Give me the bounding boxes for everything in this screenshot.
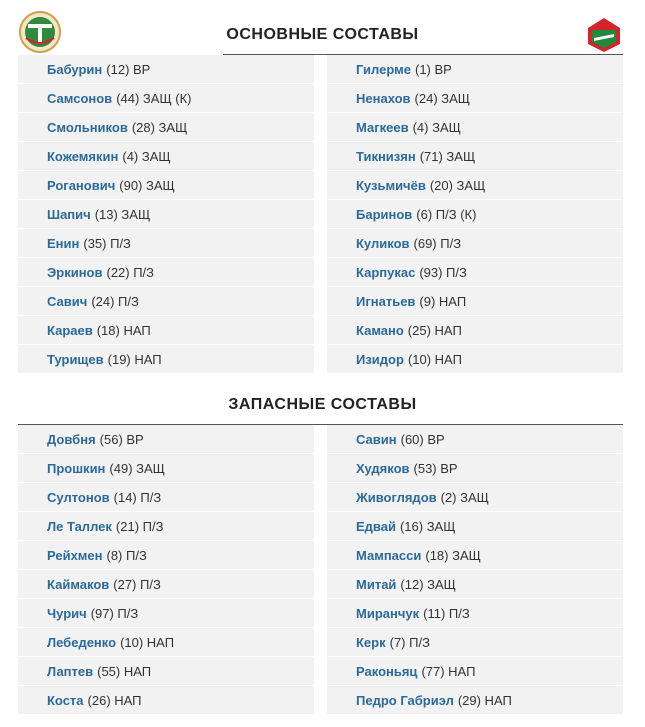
player-number-position: (16) ЗАЩ — [399, 518, 456, 534]
player-name-link[interactable]: Керк — [356, 634, 386, 650]
player-number-position: (1) ВР — [414, 61, 452, 77]
player-number-position: (44) ЗАЩ (К) — [116, 90, 192, 106]
player-row — [18, 200, 314, 229]
player-name-link[interactable]: Кожемякин — [47, 148, 119, 164]
player-name-link[interactable]: Магкеев — [356, 119, 409, 135]
player-row — [327, 483, 623, 512]
away-starting-list — [327, 55, 623, 374]
lokomotiv-logo-icon — [586, 16, 622, 54]
player-row — [327, 345, 623, 374]
player-row — [18, 345, 314, 374]
player-number-position: (24) ЗАЩ — [414, 90, 470, 106]
player-row — [327, 287, 623, 316]
player-row — [18, 483, 314, 512]
player-name-link[interactable]: Карпукас — [356, 264, 416, 280]
player-number-position: (7) П/З — [389, 634, 430, 650]
player-name-link[interactable]: Эркинов — [47, 264, 103, 280]
player-number-position: (2) ЗАЩ — [440, 489, 489, 505]
player-name-link[interactable]: Рейхмен — [47, 547, 103, 563]
player-name-link[interactable]: Баринов — [356, 206, 413, 222]
player-row — [18, 686, 314, 715]
player-number-position: (12) ЗАЩ — [400, 576, 456, 592]
player-name-link[interactable]: Педро Габриэл — [356, 692, 454, 708]
player-row — [327, 171, 623, 200]
home-starting-list — [18, 55, 314, 374]
away-substitutes-list — [327, 425, 623, 715]
player-number-position: (56) ВР — [99, 431, 144, 447]
player-row — [18, 570, 314, 599]
player-number-position: (27) П/З — [113, 576, 161, 592]
player-name-link[interactable]: Роганович — [47, 177, 116, 193]
player-number-position: (93) П/З — [419, 264, 467, 280]
player-number-position: (9) НАП — [419, 293, 467, 309]
player-number-position: (26) НАП — [87, 692, 142, 708]
player-row — [327, 686, 623, 715]
player-row — [18, 287, 314, 316]
player-number-position: (21) П/З — [115, 518, 164, 534]
player-number-position: (55) НАП — [97, 663, 152, 679]
player-row — [18, 512, 314, 541]
home-substitutes-list — [18, 425, 314, 715]
starting-lineups-title: ОСНОВНЫЕ СОСТАВЫ — [226, 26, 419, 43]
player-number-position: (25) НАП — [407, 322, 462, 338]
player-name-link[interactable]: Лаптев — [47, 663, 94, 679]
player-row — [18, 258, 314, 287]
player-name-link[interactable]: Едвай — [356, 518, 396, 534]
player-name-link[interactable]: Самсонов — [47, 90, 113, 106]
substitutes-title: ЗАПАСНЫЕ СОСТАВЫ — [228, 396, 417, 413]
player-row — [327, 258, 623, 287]
player-name-link[interactable]: Караев — [47, 322, 93, 338]
player-number-position: (8) П/З — [106, 547, 147, 563]
player-name-link[interactable]: Мампасси — [356, 547, 422, 563]
player-number-position: (13) ЗАЩ — [94, 206, 151, 222]
player-name-link[interactable]: Бабурин — [47, 61, 103, 77]
player-name-link[interactable]: Изидор — [356, 351, 404, 367]
player-number-position: (77) НАП — [421, 663, 476, 679]
player-number-position: (19) НАП — [107, 351, 162, 367]
player-row — [18, 628, 314, 657]
player-name-link[interactable]: Султонов — [47, 489, 110, 505]
player-row — [18, 541, 314, 570]
player-name-link[interactable]: Миранчук — [356, 605, 420, 621]
player-row — [18, 171, 314, 200]
player-row — [18, 142, 314, 171]
player-row — [327, 142, 623, 171]
player-name-link[interactable]: Савич — [47, 293, 88, 309]
player-name-link[interactable]: Шапич — [47, 206, 91, 222]
player-row — [18, 454, 314, 483]
player-row — [18, 657, 314, 686]
player-row — [327, 229, 623, 258]
player-name-link[interactable]: Раконьяц — [356, 663, 418, 679]
player-row — [327, 570, 623, 599]
player-number-position: (4) ЗАЩ — [122, 148, 171, 164]
player-number-position: (12) ВР — [106, 61, 151, 77]
player-number-position: (18) ЗАЩ — [425, 547, 481, 563]
player-number-position: (29) НАП — [457, 692, 512, 708]
player-name-link[interactable]: Игнатьев — [356, 293, 416, 309]
player-row — [18, 84, 314, 113]
player-name-link[interactable]: Каймаков — [47, 576, 110, 592]
player-name-link[interactable]: Довбня — [47, 431, 96, 447]
player-name-link[interactable]: Гилерме — [356, 61, 411, 77]
player-number-position: (90) ЗАЩ — [119, 177, 175, 193]
player-row — [327, 55, 623, 84]
player-row — [18, 599, 314, 628]
player-number-position: (11) П/З — [423, 605, 470, 621]
player-name-link[interactable]: Енин — [47, 235, 80, 251]
player-row — [327, 316, 623, 345]
player-number-position: (28) ЗАЩ — [131, 119, 188, 135]
player-row — [327, 628, 623, 657]
player-row — [327, 512, 623, 541]
player-name-link[interactable]: Ненахов — [356, 90, 411, 106]
player-number-position: (24) П/З — [91, 293, 139, 309]
player-number-position: (60) ВР — [400, 431, 445, 447]
player-number-position: (22) П/З — [106, 264, 155, 280]
player-name-link[interactable]: Ле Таллек — [47, 518, 112, 534]
player-name-link[interactable]: Прошкин — [47, 460, 106, 476]
player-number-position: (69) П/З — [413, 235, 462, 251]
player-row — [327, 425, 623, 454]
player-row — [327, 599, 623, 628]
player-row — [327, 113, 623, 142]
player-number-position: (20) ЗАЩ — [429, 177, 486, 193]
player-name-link[interactable]: Камано — [356, 322, 404, 338]
player-name-link[interactable]: Куликов — [356, 235, 410, 251]
player-name-link[interactable]: Худяков — [356, 460, 410, 476]
player-row — [18, 113, 314, 142]
player-name-link[interactable]: Лебеденко — [47, 634, 117, 650]
player-number-position: (10) НАП — [120, 634, 175, 650]
player-name-link[interactable]: Коста — [47, 692, 84, 708]
player-number-position: (6) П/З (К) — [416, 206, 477, 222]
player-number-position: (10) НАП — [407, 351, 462, 367]
player-number-position: (14) П/З — [113, 489, 162, 505]
player-name-link[interactable]: Митай — [356, 576, 397, 592]
player-name-link[interactable]: Чурич — [47, 605, 87, 621]
player-row — [18, 316, 314, 345]
player-number-position: (35) П/З — [83, 235, 131, 251]
player-number-position: (97) П/З — [90, 605, 139, 621]
player-row — [18, 229, 314, 258]
player-row — [327, 84, 623, 113]
player-number-position: (49) ЗАЩ — [109, 460, 165, 476]
player-number-position: (53) ВР — [413, 460, 458, 476]
player-row — [327, 454, 623, 483]
player-number-position: (4) ЗАЩ — [412, 119, 461, 135]
player-name-link[interactable]: Кузьмичёв — [356, 177, 426, 193]
player-name-link[interactable]: Смольников — [47, 119, 128, 135]
player-name-link[interactable]: Турищев — [47, 351, 104, 367]
player-row — [327, 541, 623, 570]
player-row — [327, 200, 623, 229]
player-row — [327, 657, 623, 686]
player-name-link[interactable]: Тикнизян — [356, 148, 416, 164]
player-number-position: (71) ЗАЩ — [419, 148, 476, 164]
player-row — [18, 55, 314, 84]
player-number-position: (18) НАП — [96, 322, 151, 338]
player-name-link[interactable]: Живоглядов — [356, 489, 437, 505]
player-name-link[interactable]: Савин — [356, 431, 397, 447]
player-row — [18, 425, 314, 454]
